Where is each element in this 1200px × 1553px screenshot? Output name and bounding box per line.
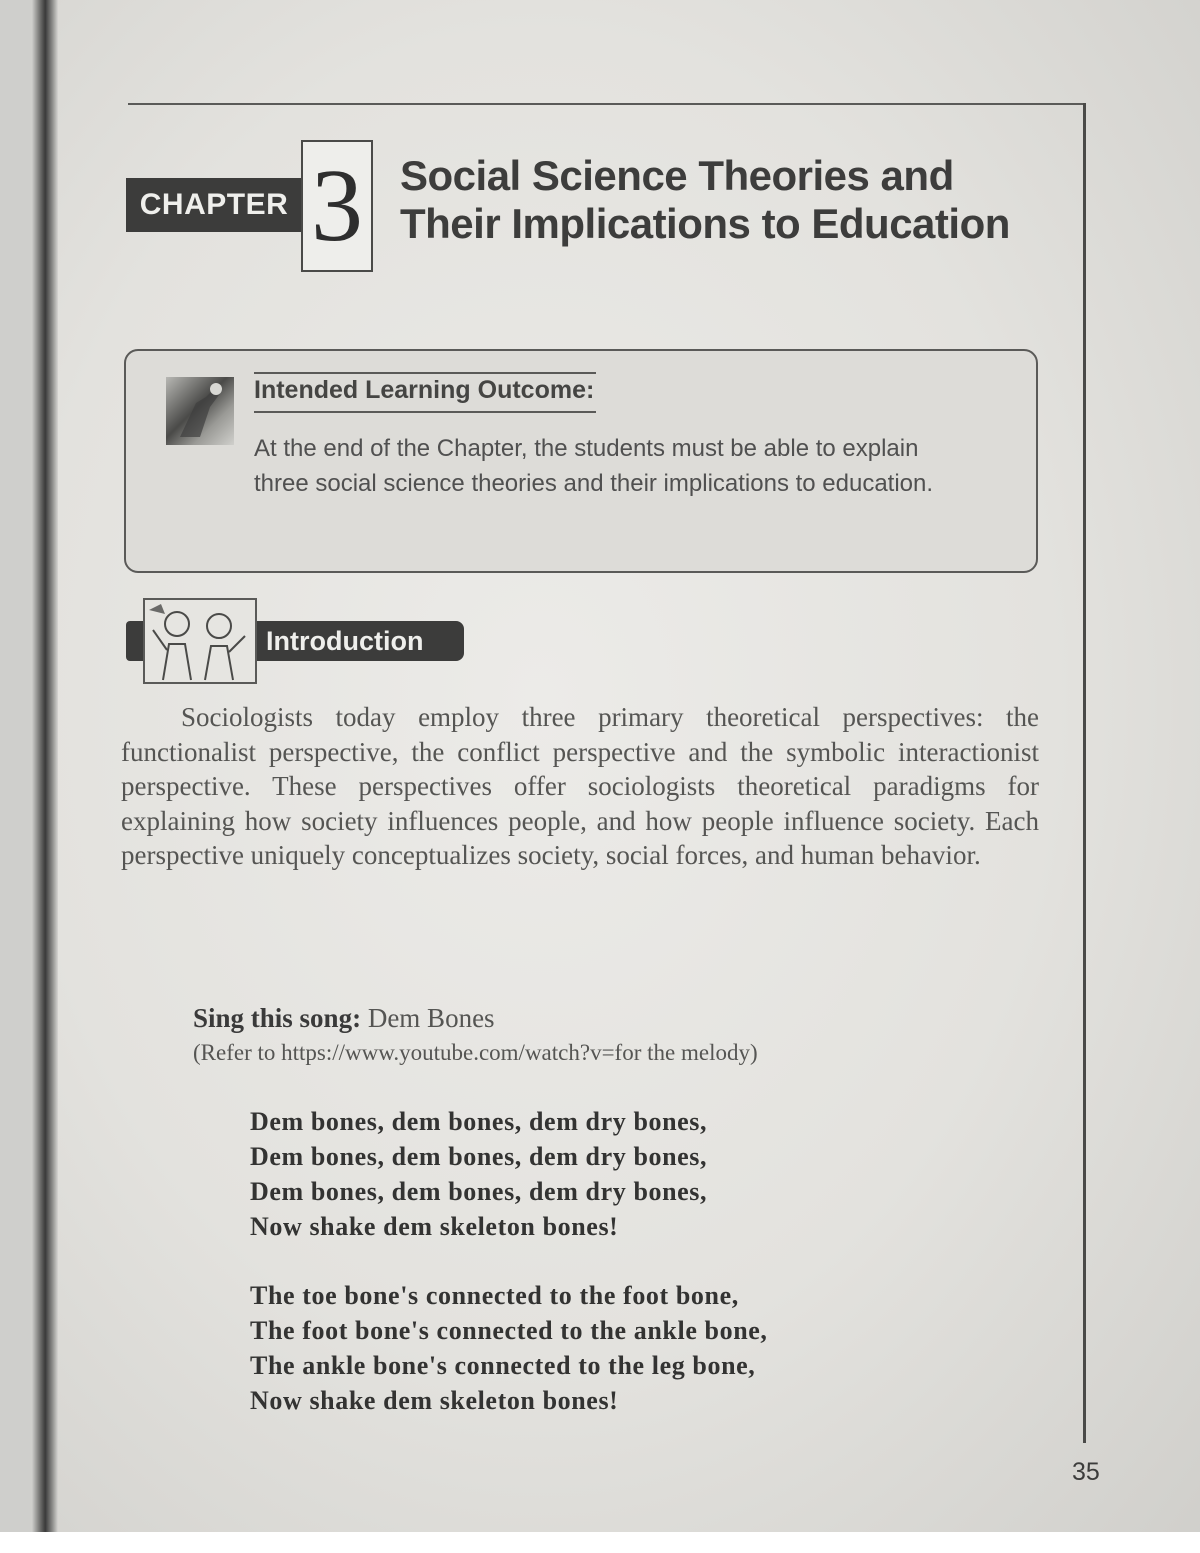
verse-line: Now shake dem skeleton bones! [250, 1386, 619, 1415]
learning-outcome-heading: Intended Learning Outcome: [254, 372, 596, 413]
scan-bottom-margin [0, 1532, 1200, 1553]
right-rule [1083, 103, 1086, 1443]
song-prompt-label: Sing this song: [193, 1003, 362, 1033]
learning-outcome-text: At the end of the Chapter, the students must be able to explain three social science theories and their implications to education. [254, 435, 934, 497]
verse-line: The toe bone's connected to the foot bone, [250, 1281, 739, 1310]
song-reference: (Refer to https://www.youtube.com/watch?v=for the melody) [193, 1040, 758, 1065]
book-spine [0, 0, 58, 1553]
verse-line: The ankle bone's connected to the leg bone, [250, 1351, 756, 1380]
song-verse [250, 1104, 950, 1244]
song-title: Dem Bones [367, 1003, 495, 1033]
learning-outcome-icon [166, 377, 234, 445]
verse-line: Dem bones, dem bones, dem dry bones, [250, 1107, 708, 1136]
introduction-paragraph: Sociologists today employ three primary theoretical perspectives: the functionalist perspective, the conflict perspective and the symbolic interactionist perspective. These perspectives offer sociologists theoretical paradigms for explaining how society influences people, and how people influence society. Each perspective uniquely conceptualizes society, social forces, and human behavior. [121, 702, 1039, 870]
verse-line: The foot bone's connected to the ankle bone, [250, 1316, 768, 1345]
chapter-number: 3 [301, 140, 373, 272]
verse-line: Now shake dem skeleton bones! [250, 1212, 619, 1241]
verse-line: Dem bones, dem bones, dem dry bones, [250, 1177, 708, 1206]
chapter-title-line: Their Implications to Education [400, 200, 1010, 247]
chapter-title-line: Social Science Theories and [400, 152, 954, 199]
introduction-label: Introduction [266, 626, 424, 656]
song-verse [250, 1278, 950, 1418]
introduction-illustration [143, 598, 257, 684]
top-rule [128, 103, 1085, 105]
chapter-title [400, 152, 1040, 248]
page-number: 35 [1072, 1458, 1100, 1486]
chapter-label: CHAPTER [126, 178, 302, 232]
verse-line: Dem bones, dem bones, dem dry bones, [250, 1142, 708, 1171]
song-prompt [193, 1003, 495, 1034]
